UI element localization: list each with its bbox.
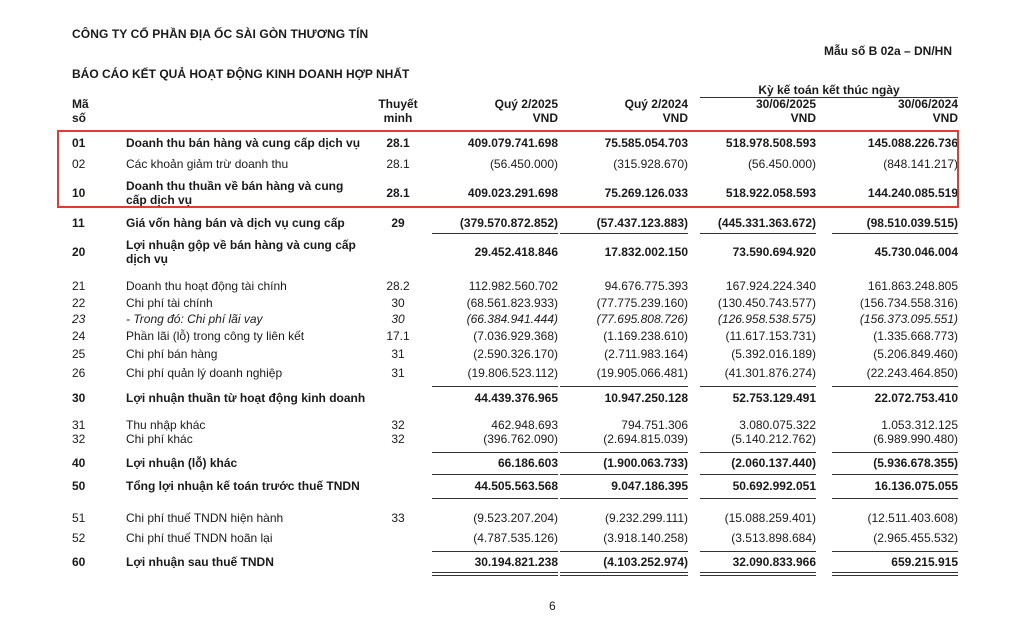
header-note: Thuyết minh [378, 97, 418, 125]
value-q2-2024: 9.047.186.395 [611, 479, 688, 493]
value-q2-2025: 66.186.603 [497, 456, 558, 470]
value-q2-2025: 30.194.821.238 [474, 555, 558, 569]
value-q2-2024: 17.832.002.150 [604, 245, 688, 259]
row-code: 20 [72, 245, 86, 259]
row-code: 22 [72, 296, 86, 310]
row-note: 28.2 [386, 279, 410, 293]
header-col-ytd-2025: 30/06/2025 VND [755, 97, 816, 125]
value-q2-2024: (57.437.123.883) [596, 216, 688, 230]
value-ytd-2025: (11.617.153.731) [725, 329, 816, 343]
value-q2-2025: (7.036.929.368) [473, 329, 558, 343]
row-code: 40 [72, 456, 86, 470]
value-q2-2024: 94.676.775.393 [604, 279, 688, 293]
value-q2-2025: 44.505.563.568 [474, 479, 558, 493]
value-ytd-2025: (5.140.212.762) [731, 432, 816, 446]
subtotal-rule [560, 551, 688, 552]
row-description: Doanh thu thuần về bán hàng và cung cấp dịch vụ [126, 179, 344, 207]
value-q2-2024: 10.947.250.128 [604, 391, 688, 405]
double-rule [560, 572, 688, 573]
row-description: Lợi nhuận thuần từ hoạt động kinh doanh [126, 391, 366, 405]
value-ytd-2025: (3.513.898.684) [731, 531, 816, 545]
value-ytd-2025: (5.392.016.189) [731, 347, 816, 361]
value-q2-2025: (4.787.535.126) [473, 531, 558, 545]
value-ytd-2024: (848.141.217) [883, 157, 958, 171]
value-ytd-2024: 659.215.915 [891, 555, 958, 569]
double-rule [700, 575, 816, 576]
row-note: 32 [391, 432, 405, 446]
value-ytd-2025: 52.753.129.491 [732, 391, 816, 405]
double-rule [832, 572, 958, 573]
row-description: Các khoản giảm trừ doanh thu [126, 157, 289, 171]
row-code: 31 [72, 418, 86, 432]
row-code: 60 [72, 555, 86, 569]
value-ytd-2024: (2.965.455.532) [873, 531, 958, 545]
value-q2-2024: (3.918.140.258) [603, 531, 688, 545]
value-ytd-2025: 32.090.833.966 [732, 555, 816, 569]
subtotal-rule [432, 498, 558, 499]
value-ytd-2025: 3.080.075.322 [739, 418, 816, 432]
value-q2-2025: (66.384.941.444) [466, 312, 558, 326]
subtotal-rule [832, 551, 958, 552]
value-q2-2024: (19.905.066.481) [596, 366, 688, 380]
value-ytd-2024: (156.734.558.316) [859, 296, 958, 310]
value-q2-2024: (77.775.239.160) [596, 296, 688, 310]
value-ytd-2025: 73.590.694.920 [732, 245, 816, 259]
row-note: 31 [391, 347, 405, 361]
value-q2-2024: (315.928.670) [613, 157, 688, 171]
double-rule [700, 572, 816, 573]
double-rule [432, 575, 558, 576]
value-ytd-2024: (98.510.039.515) [866, 216, 958, 230]
row-note: 30 [391, 296, 405, 310]
value-ytd-2024: (5.206.849.460) [873, 347, 958, 361]
row-note: 30 [391, 312, 405, 326]
value-ytd-2025: 50.692.992.051 [732, 479, 816, 493]
subtotal-rule [832, 386, 958, 387]
subtotal-rule [832, 498, 958, 499]
value-ytd-2025: 167.924.224.340 [725, 279, 816, 293]
row-code: 24 [72, 329, 86, 343]
value-ytd-2024: (22.243.464.850) [866, 366, 958, 380]
value-ytd-2024: 145.088.226.736 [867, 136, 958, 150]
value-ytd-2025: 518.978.508.593 [725, 136, 816, 150]
subtotal-rule [432, 233, 558, 234]
subtotal-rule [560, 386, 688, 387]
value-q2-2025: (19.806.523.112) [467, 366, 558, 380]
value-q2-2025: 29.452.418.846 [474, 245, 558, 259]
value-q2-2024: 75.585.054.703 [604, 136, 688, 150]
row-note: 28.1 [386, 157, 410, 171]
value-q2-2025: (2.590.326.170) [473, 347, 558, 361]
value-ytd-2025: (2.060.137.440) [731, 456, 816, 470]
row-description: Chi phí thuế TNDN hiện hành [126, 511, 284, 525]
row-description: Phần lãi (lỗ) trong công ty liên kết [126, 329, 305, 343]
row-code: 30 [72, 391, 86, 405]
value-ytd-2025: (130.450.743.577) [717, 296, 816, 310]
value-q2-2024: (1.900.063.733) [603, 456, 688, 470]
header-code: Mã số [72, 97, 89, 125]
double-rule [560, 575, 688, 576]
subtotal-rule [832, 452, 958, 453]
company-name: CÔNG TY CỔ PHẦN ĐỊA ỐC SÀI GÒN THƯƠNG TÍN [72, 27, 369, 41]
value-ytd-2024: 22.072.753.410 [874, 391, 958, 405]
value-q2-2025: 112.982.560.702 [468, 279, 558, 293]
row-note: 31 [391, 366, 405, 380]
row-description: Tổng lợi nhuận kế toán trước thuế TNDN [126, 479, 360, 493]
subtotal-rule [560, 233, 688, 234]
value-ytd-2024: 1.053.312.125 [881, 418, 958, 432]
row-description: Doanh thu bán hàng và cung cấp dịch vụ [126, 136, 361, 150]
row-note: 32 [391, 418, 405, 432]
row-description: Lợi nhuận gộp về bán hàng và cung cấp dịch vụ [126, 238, 356, 266]
row-code: 11 [72, 216, 85, 230]
row-code: 51 [72, 511, 86, 525]
subtotal-rule [700, 474, 816, 475]
subtotal-rule [432, 551, 558, 552]
value-q2-2024: 75.269.126.033 [604, 186, 688, 200]
row-description: Chi phí quản lý doanh nghiệp [126, 366, 283, 380]
value-ytd-2024: (6.989.990.480) [873, 432, 958, 446]
header-col-q2-2025: Quý 2/2025 VND [494, 97, 558, 125]
row-code: 25 [72, 347, 86, 361]
value-q2-2024: 794.751.306 [621, 418, 688, 432]
row-code: 21 [72, 279, 86, 293]
row-description: Chi phí tài chính [126, 296, 213, 310]
value-q2-2024: (4.103.252.974) [603, 555, 688, 569]
header-col-ytd-2024: 30/06/2024 VND [897, 97, 958, 125]
row-code: 26 [72, 366, 86, 380]
form-number: Mẫu số B 02a – DN/HN [823, 44, 952, 58]
value-q2-2024: (1.169.238.610) [603, 329, 688, 343]
value-ytd-2025: (15.088.259.401) [724, 511, 816, 525]
value-q2-2025: (379.570.872.852) [459, 216, 558, 230]
value-q2-2025: 409.079.741.698 [467, 136, 558, 150]
subtotal-rule [560, 474, 688, 475]
row-description: - Trong đó: Chi phí lãi vay [126, 312, 263, 326]
row-description: Doanh thu hoạt động tài chính [126, 279, 287, 293]
value-ytd-2024: (1.335.668.773) [873, 329, 958, 343]
double-rule [432, 572, 558, 573]
double-rule [832, 575, 958, 576]
row-description: Thu nhập khác [126, 418, 206, 432]
value-ytd-2024: 144.240.085.519 [867, 186, 958, 200]
value-q2-2024: (9.232.299.111) [605, 511, 688, 525]
value-q2-2025: (396.762.090) [483, 432, 558, 446]
subtotal-rule [832, 233, 958, 234]
value-ytd-2024: 16.136.075.055 [874, 479, 958, 493]
row-code: 23 [72, 312, 86, 326]
row-code: 50 [72, 479, 86, 493]
row-description: Lợi nhuận sau thuế TNDN [126, 555, 274, 569]
row-description: Lợi nhuận (lỗ) khác [126, 456, 238, 470]
row-code: 32 [72, 432, 86, 446]
value-ytd-2024: (12.511.403.608) [867, 511, 958, 525]
subtotal-rule [432, 474, 558, 475]
value-q2-2025: (68.561.823.933) [466, 296, 558, 310]
row-note: 28.1 [386, 136, 410, 150]
row-code: 10 [72, 186, 86, 200]
value-ytd-2025: 518.922.058.593 [725, 186, 816, 200]
value-q2-2025: (9.523.207.204) [473, 511, 558, 525]
report-title: BÁO CÁO KẾT QUẢ HOẠT ĐỘNG KINH DOANH HỢP NHẤT [72, 67, 410, 81]
row-note: 33 [391, 511, 405, 525]
value-q2-2025: 462.948.693 [491, 418, 558, 432]
value-ytd-2024: (156.373.095.551) [859, 312, 958, 326]
value-q2-2024: (77.695.808.726) [596, 312, 688, 326]
row-description: Chi phí bán hàng [126, 347, 218, 361]
highlight-box [57, 130, 959, 208]
subtotal-rule [560, 452, 688, 453]
row-description: Giá vốn hàng bán và dịch vụ cung cấp [126, 216, 345, 230]
header-col-q2-2024: Quý 2/2024 VND [624, 97, 688, 125]
subtotal-rule [432, 452, 558, 453]
subtotal-rule [700, 233, 816, 234]
row-note: 17.1 [386, 329, 410, 343]
period-group-header: Kỳ kế toán kết thúc ngày [758, 83, 900, 97]
value-q2-2025: 409.023.291.698 [467, 186, 558, 200]
subtotal-rule [700, 386, 816, 387]
value-ytd-2025: (41.301.876.274) [724, 366, 816, 380]
row-note: 29 [391, 216, 405, 230]
value-q2-2024: (2.711.983.164) [604, 347, 688, 361]
value-ytd-2024: 161.863.248.805 [867, 279, 958, 293]
subtotal-rule [560, 498, 688, 499]
row-code: 01 [72, 136, 86, 150]
page-number: 6 [549, 599, 556, 613]
value-ytd-2024: 45.730.046.004 [874, 245, 958, 259]
value-ytd-2024: (5.936.678.355) [873, 456, 958, 470]
value-q2-2025: 44.439.376.965 [474, 391, 558, 405]
value-ytd-2025: (126.958.538.575) [717, 312, 816, 326]
value-ytd-2025: (445.331.363.672) [717, 216, 816, 230]
row-code: 52 [72, 531, 86, 545]
row-note: 28.1 [386, 186, 410, 200]
subtotal-rule [700, 498, 816, 499]
subtotal-rule [700, 551, 816, 552]
value-q2-2024: (2.694.815.039) [603, 432, 688, 446]
row-description: Chi phí thuế TNDN hoãn lại [126, 531, 273, 545]
subtotal-rule [700, 452, 816, 453]
row-description: Chi phí khác [126, 432, 193, 446]
value-q2-2025: (56.450.000) [489, 157, 558, 171]
value-ytd-2025: (56.450.000) [747, 157, 816, 171]
row-code: 02 [72, 157, 86, 171]
subtotal-rule [432, 386, 558, 387]
subtotal-rule [832, 474, 958, 475]
